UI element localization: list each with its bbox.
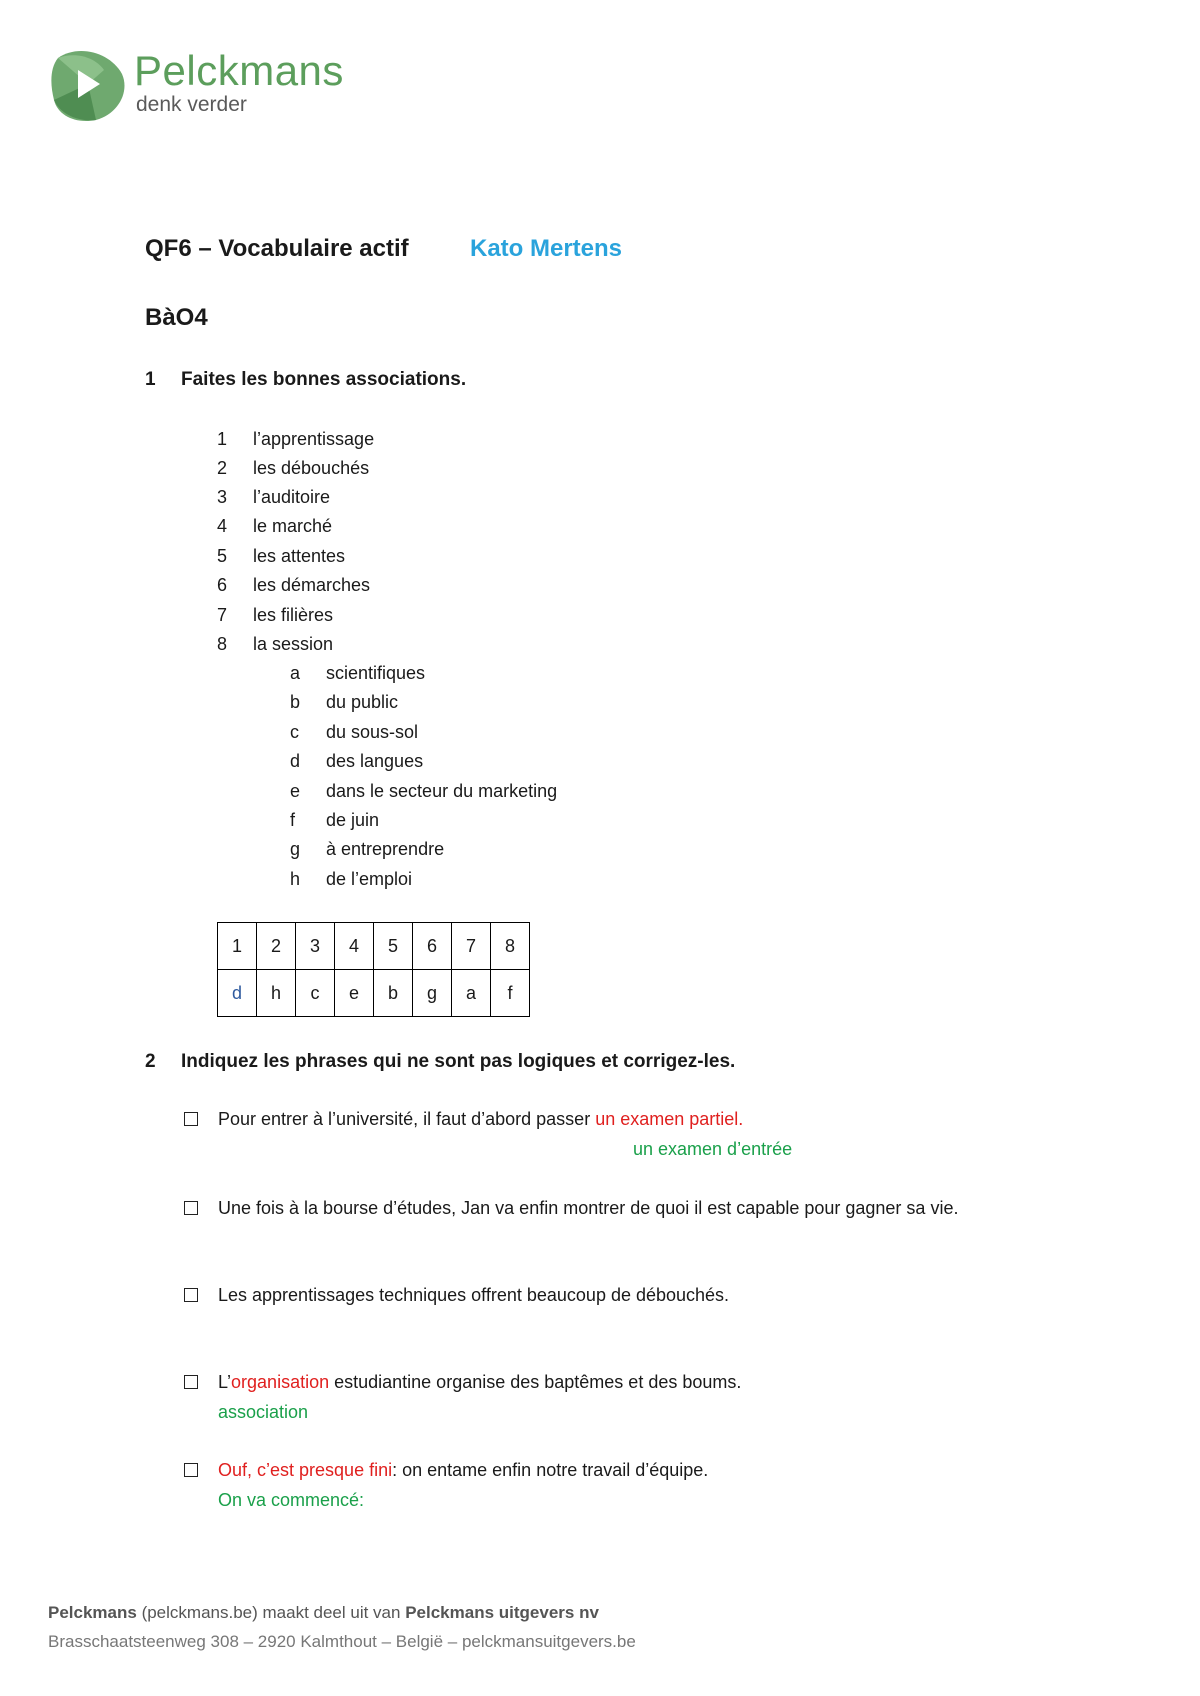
question-2-heading bbox=[145, 1052, 735, 1071]
checkbox-sentence-5[interactable] bbox=[184, 1463, 198, 1477]
checkbox-sentence-3[interactable] bbox=[184, 1288, 198, 1302]
table-row bbox=[218, 923, 530, 970]
list-item: 8 la session bbox=[217, 634, 334, 654]
table-cell: b bbox=[374, 970, 413, 1017]
question-2-text: Indiquez les phrases qui ne sont pas logiques et corrigez-les. bbox=[181, 1051, 736, 1072]
list-item: c du sous-sol bbox=[290, 722, 419, 742]
table-cell: 3 bbox=[296, 923, 335, 970]
list-item: a scientifiques bbox=[290, 663, 426, 683]
table-row bbox=[218, 970, 530, 1017]
list-item: e dans le secteur du marketing bbox=[290, 781, 558, 801]
pelckmans-logo bbox=[48, 44, 448, 124]
wrong-phrase: organisation bbox=[231, 1372, 330, 1392]
table-cell: h bbox=[257, 970, 296, 1017]
table-cell: d bbox=[218, 970, 257, 1017]
page-title: QF6 – Vocabulaire actif bbox=[145, 235, 409, 262]
question-1-heading bbox=[145, 370, 466, 389]
author-name: Kato Mertens bbox=[470, 235, 623, 262]
list-item: h de l’emploi bbox=[290, 869, 413, 889]
table-cell: 1 bbox=[218, 923, 257, 970]
table-cell: 6 bbox=[413, 923, 452, 970]
correction-1: un examen d’entrée bbox=[633, 1139, 793, 1159]
table-cell: f bbox=[491, 970, 530, 1017]
table-cell: c bbox=[296, 970, 335, 1017]
list-item: b du public bbox=[290, 692, 399, 712]
sentence-2: Une fois à la bourse d’études, Jan va enfin montrer de quoi il est capable pour gagner sa vie. bbox=[218, 1198, 959, 1218]
checkbox-sentence-4[interactable] bbox=[184, 1375, 198, 1389]
table-cell: g bbox=[413, 970, 452, 1017]
list-item: f de juin bbox=[290, 810, 380, 830]
table-cell: e bbox=[335, 970, 374, 1017]
footer-line-2: Brasschaatsteenweg 308 – 2920 Kalmthout – België – pelckmansuitgevers.be bbox=[48, 1632, 636, 1651]
sentence-4: L’organisation estudiantine organise des baptêmes et des boums. bbox=[218, 1372, 742, 1392]
page-subtitle: BàO4 bbox=[145, 304, 208, 331]
logo-brand: Pelckmans bbox=[134, 47, 344, 94]
answer-table bbox=[217, 922, 530, 1017]
sentence-1: Pour entrer à l’université, il faut d’abord passer un examen partiel. bbox=[218, 1109, 744, 1129]
table-cell: 7 bbox=[452, 923, 491, 970]
logo-tagline: denk verder bbox=[136, 93, 247, 116]
wrong-phrase: Ouf, c’est presque fini bbox=[218, 1460, 393, 1480]
list-item: 4 le marché bbox=[217, 516, 333, 536]
list-item: d des langues bbox=[290, 751, 424, 771]
list-item: g à entreprendre bbox=[290, 839, 445, 859]
question-2-number: 2 bbox=[145, 1051, 156, 1072]
pelckmans-logo-icon bbox=[48, 44, 128, 124]
sentence-5: Ouf, c’est presque fini: on entame enfin notre travail d’équipe. bbox=[218, 1460, 709, 1480]
sentence-3: Les apprentissages techniques offrent beaucoup de débouchés. bbox=[218, 1285, 730, 1305]
wrong-phrase: un examen partiel. bbox=[595, 1109, 744, 1129]
table-cell: 8 bbox=[491, 923, 530, 970]
list-item: 5 les attentes bbox=[217, 546, 346, 566]
correction-5: On va commencé: bbox=[218, 1490, 365, 1510]
list-item: 7 les filières bbox=[217, 605, 334, 625]
question-1-text: Faites les bonnes associations. bbox=[181, 369, 467, 390]
checkbox-sentence-1[interactable] bbox=[184, 1112, 198, 1126]
list-item: 1 l’apprentissage bbox=[217, 429, 375, 449]
question-1-number: 1 bbox=[145, 369, 156, 390]
table-cell: 5 bbox=[374, 923, 413, 970]
footer-line-1: Pelckmans (pelckmans.be) maakt deel uit van Pelckmans uitgevers nv bbox=[48, 1603, 599, 1622]
list-item: 3 l’auditoire bbox=[217, 487, 331, 507]
table-cell: 2 bbox=[257, 923, 296, 970]
correction-4: association bbox=[218, 1402, 309, 1422]
list-item: 2 les débouchés bbox=[217, 458, 370, 478]
list-item: 6 les démarches bbox=[217, 575, 371, 595]
table-cell: a bbox=[452, 970, 491, 1017]
checkbox-sentence-2[interactable] bbox=[184, 1201, 198, 1215]
table-cell: 4 bbox=[335, 923, 374, 970]
